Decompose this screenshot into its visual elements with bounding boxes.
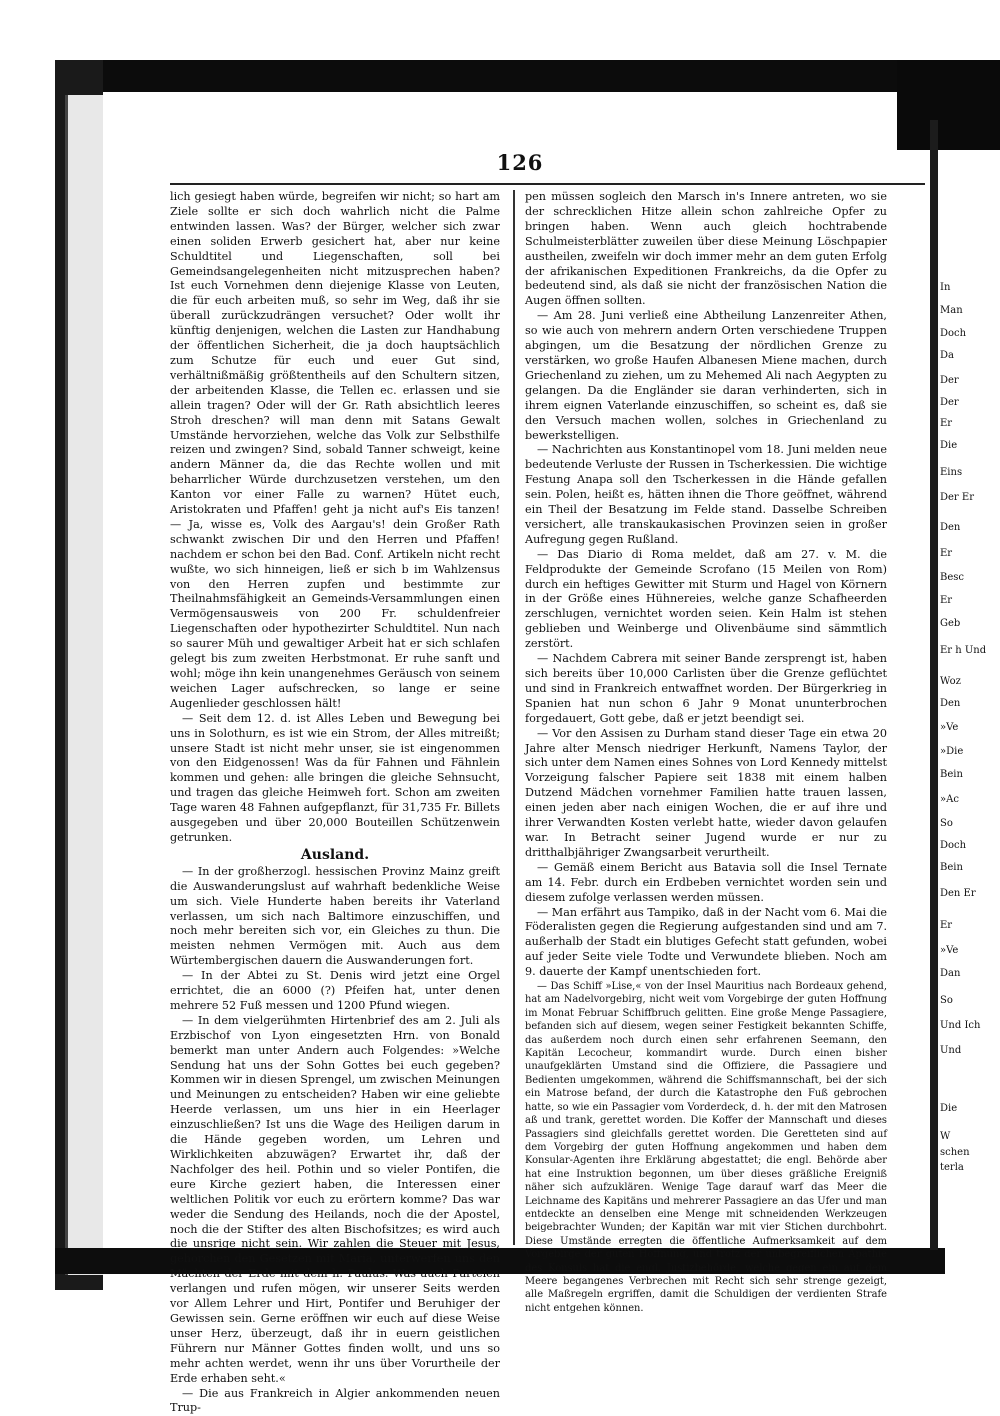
- section-heading: Ausland.: [170, 848, 500, 863]
- paragraph: pen müssen sogleich den Marsch in's Innere antreten, wo sie der schrecklichen Hitze allein schon zahlreiche Opfer zu bringen haben. Wenn auch gleich hochtrabende Schulmeisterblätter zuweilen über diese Meinung Löschpapier austheilen, zweifeln wir doch immer mehr an dem guten Erfolg der afrikanischen Expeditionen Frankreichs, da die Opfer zu bedeutend sind, als daß sie nicht der französischen Nation die Augen öffnen sollten.: [525, 190, 887, 309]
- paragraph: — Man erfährt aus Tampiko, daß in der Nacht vom 6. Mai die Föderalisten gegen die Regierung aufgestanden sind und am 7. außerhalb der Stadt ein blutiges Gefecht statt gefunden, wobei auf jeder Seite viele Todte und Verwundete blieben. Noch am 9. dauerte der Kampf unentschieden fort.: [525, 906, 887, 981]
- margin-fragment: Die: [940, 440, 1000, 451]
- paragraph: — In der Abtei zu St. Denis wird jetzt eine Orgel errichtet, die an 6000 (?) Pfeifen hat, unter denen mehrere 52 Fuß messen und 1200 Pfund wiegen.: [170, 969, 500, 1014]
- margin-fragment: So: [940, 995, 1000, 1006]
- paragraph: — Nachdem Cabrera mit seiner Bande zersprengt ist, haben sich bereits über 10,000 Carlisten über die Grenze geflüchtet und sind in Frankreich entwaffnet worden. Der Bürgerkrieg in Spanien hat nun schon 6 Jahr 9 Monat ununterbrochen forgedauert, Gott gebe, daß er jetzt beendigt sei.: [525, 652, 887, 727]
- margin-fragment: W: [940, 1131, 1000, 1142]
- margin-fragment: Der Er: [940, 492, 1000, 503]
- margin-fragment: Bein: [940, 862, 1000, 873]
- paragraph: — In dem vielgerühmten Hirtenbrief des am 2. Juli als Erzbischof von Lyon eingesetzten Hrn. von Bonald bemerkt man unter Andern auch Folgendes: »Welche Sendung hat uns der Sohn Gottes bei euch gegeben? Kommen wir in diesen Sprengel, um zwischen Meinungen und Meinungen zu entscheiden? Haben wir eine geliebte Heerde verlassen, um uns hier in ein Heerlager einzuschließen? Ist uns die Wage des Heiligen darum in die Hände gegeben worden, um Lehren und Wirklichkeiten abzuwägen? Erwartet ihr, daß der Nachfolger des heil. Pothin und so vieler Pontifen, die eure Kirche geziert haben, die Interessen einer weltlichen Politik vor euch zu erörtern komme? Das war weder die Sendung des Heilands, noch die der Apostel, noch die der Stifter des alten Bischofsitzes; es wird auch die unsrige nicht sein. Wir zahlen die Steuer mit Jesus, gehorchen den Gesetzen mit Maria, unterwerfen uns den Mächten der Erde mit dem h. Paulus. Was auch Parteien verlangen und rufen mögen, wir unserer Seits werden vor Allem Lehrer und Hirt, Pontifer und Beruhiger der Gewissen sein. Gerne eröffnen wir euch auf diese Weise unser Herz, überzeugt, daß ihr in euern geistlichen Führern nur Männer Gottes finden wollt, und uns so mehr achten werdet, wenn ihr uns über Vorurtheile der Erde erhaben seht.«: [170, 1014, 500, 1387]
- margin-fragment: Der: [940, 375, 1000, 386]
- margin-fragment: Den: [940, 698, 1000, 709]
- margin-fragment: Woz: [940, 676, 1000, 687]
- margin-fragment: Bein: [940, 769, 1000, 780]
- paragraph: lich gesiegt haben würde, begreifen wir nicht; so hart am Ziele sollte er sich doch wahrlich nicht die Palme entwinden lassen. Was? der Bürger, welcher sich zwar einen soliden Erwerb gesichert hat, aber nur keine Schuldtitel und Liegenschaften, soll bei Gemeindsangelegenheiten nicht mitzusprechen haben? Ist euch Vornehmen denn diejenige Klasse von Leuten, die für euch arbeiten muß, so sehr im Weg, daß ihr sie überall zurückzudrängen versuchet? Oder wollt ihr künftig denjenigen, welchen die Lasten zur Handhabung der öffentlichen Sicherheit, die ja doch hauptsächlich zum Schutze für euch und euer Gut sind, verhältnißmäßig größtentheils auf den Schultern sitzen, der arbeitenden Klasse, die Tellen ec. erlassen und sie allein tragen? Oder will der Gr. Rath absichtlich leeres Stroh dreschen? will man denn mit Satans Gewalt Umstände hervorziehen, welche das Volk zur Selbsthilfe reizen und zwingen? Sind, sobald Tanner schweigt, keine andern Männer da, die das Rechte wollen und mit beharrlicher Würde durchzusetzen verstehen, um den Kanton vor einer Falle zu warnen? Hütet euch, Aristokraten und Pfaffen! geht ja nicht auf's Eis tanzen! — Ja, wisse es, Volk des Aargau's! dein Großer Rath schwankt zwischen Dir und den Herren und Pfaffen! nachdem er schon bei den Bad. Conf. Artikeln nicht recht wußte, wo sich hinneigen, ließ er sich b im Wahlzensus von den Herren zupfen und bestimmte zur Theilnahmsfähigkeit an Gemeinds-Versammlungen einen Vermögensausweis von 200 Fr. schuldenfreier Liegenschaften oder hypothezirter Schuldtitel. Nun nach so saurer Müh und gewaltiger Arbeit hat er sich schlafen gelegt bis zum zweiten Herbstmonat. Er ruhe sanft und wohl; möge ihn kein unangenehmes Geräusch von seinem weichen Lager aufschrecken, so lange er seine Augenlieder geschlossen hält!: [170, 190, 500, 712]
- margin-fragment: Besc: [940, 572, 1000, 583]
- paragraph: — Die aus Frankreich in Algier ankommenden neuen Trup-: [170, 1387, 500, 1416]
- paragraph: — Nachrichten aus Konstantinopel vom 18. Juni melden neue bedeutende Verluste der Russen in Tscherkessien. Die wichtige Festung Anapa soll den Tscherkessen in die Hände gefallen sein. Polen, heißt es, hätten ihnen die Thore geöffnet, während ein Theil der Besatzung im Felde stand. Dasselbe Schreiben versichert, alle transkaukasischen Provinzen seien in großer Aufregung gegen Rußland.: [525, 443, 887, 547]
- margin-fragment: Dan: [940, 968, 1000, 979]
- margin-fragment: Die: [940, 1103, 1000, 1114]
- margin-fragment: Er: [940, 920, 1000, 931]
- paragraph: — Am 28. Juni verließ eine Abtheilung Lanzenreiter Athen, so wie auch von mehrern andern Orten verschiedene Truppen abgingen, um die Besatzung der nördlichen Grenze zu verstärken, wo große Haufen Albanesen Miene machen, durch Griechenland zu ziehen, um zu Mehemed Ali nach Aegypten zu gelangen. Da die Engländer sie daran verhinderten, sich in ihrem eignen Vaterlande einzuschiffen, so scheint es, daß sie den Versuch machen wollen, solches in Griechenland zu bewerkstelligen.: [525, 309, 887, 443]
- margin-fragment: Er: [940, 548, 1000, 559]
- margin-fragment: Den Er: [940, 888, 1000, 899]
- paragraph-small-print: — Das Schiff »Lise,« von der Insel Mauritius nach Bordeaux gehend, hat am Nadelvorgebirg, nicht weit vom Vorgebirge der guten Hoffnung im Monat Februar Schiffbruch gelitten. Eine große Menge Passagiere, befanden sich auf diesem, wegen seiner Festigkeit bekannten Schiffe, das außerdem noch durch einen sehr erfahrenen Seemann, den Kapitän Lecocheur, kommandirt wurde. Durch einen bisher unaufgeklärten Umstand sind die Offiziere, die Passagiere und Bedienten umgekommen, während die Schiffsmannschaft, bei der sich ein Matrose befand, der durch die Katastrophe den Fuß gebrochen hatte, so wie ein Passagier vom Vorderdeck, d. h. der mit den Matrosen aß und trank, gerettet worden. Die Koffer der Mannschaft und dieses Passagiers sind gleichfalls gerettet worden. Die Geretteten sind auf dem Vorgebirg der guten Hoffnung angekommen und haben dem Konsular-Agenten ihre Erklärung abgestattet; die engl. Behörde aber hat eine Instruktion begonnen, um über dieses gräßliche Ereigniß näher sich aufzuklären. Wenige Tage darauf warf das Meer die Leichname des Kapitäns und mehrerer Passagiere an das Ufer und man entdeckte an denselben eine Menge mit schneidenden Werkzeugen beigebrachter Wunden; der Kapitän war mit vier Stichen durchbohrt. Diese Umstände erregten die öffentliche Aufmerksamkeit auf dem Vorgebirge der guten Hoffnung, und trotz der unbegreiflichen Apathie des Konsuls hat die engl. Justizbehörde, welche gegen ein auf dem Meere begangenes Verbrechen mit Recht sich sehr strenge gezeigt, alle Maßregeln ergriffen, damit die Schuldigen der verdienten Strafe nicht entgehen können.: [525, 980, 887, 1315]
- margin-fragment: In: [940, 282, 1000, 293]
- paragraph: — In der großherzogl. hessischen Provinz Mainz greift die Auswanderungslust auf wahrhaft bedenkliche Weise um sich. Viele Hunderte haben bereits ihr Vaterland verlassen, um sich nach Baltimore einzuschiffen, und noch mehr bereiten sich vor, ein Gleiches zu thun. Die meisten nehmen Vermögen mit. Auch aus dem Würtembergischen dauern die Auswanderungen fort.: [170, 865, 500, 969]
- margin-fragment: Und Ich: [940, 1020, 1000, 1031]
- column-divider: [513, 190, 515, 1245]
- margin-fragment: »Ve: [940, 945, 1000, 956]
- margin-fragment: Er: [940, 595, 1000, 606]
- margin-fragment: Doch: [940, 840, 1000, 851]
- paragraph: — Das Diario di Roma meldet, daß am 27. v. M. die Feldprodukte der Gemeinde Scrofano (15 Meilen von Rom) durch ein heftiges Gewitter mit Sturm und Hagel von Körnern in der Größe eines Hühnereies, welche ganze Schafheerden zerschlugen, vernichtet worden seien. Kein Halm ist stehen geblieben und Weinberge und Olivenbäume sind sämmtlich zerstört.: [525, 548, 887, 652]
- scan-right-block: [897, 60, 1000, 150]
- margin-fragment: Den: [940, 522, 1000, 533]
- scan-top-border: [55, 60, 935, 92]
- header-rule: [170, 183, 925, 185]
- margin-fragment: So: [940, 818, 1000, 829]
- paragraph: — Vor den Assisen zu Durham stand dieser Tage ein etwa 20 Jahre alter Mensch niedriger Herkunft, Namens Taylor, der sich unter dem Namen eines Sohnes von Lord Kennedy mittelst Vorzeigung falscher Papiere seit 1838 mit einem halben Dutzend Mädchen vornehmer Familien hatte trauen lassen, einen jeden aber nach einigen Wochen, die er auf ihre und ihrer Verwandten Kosten verlebt hatte, wieder davon gelaufen war. In Betracht seiner Jugend wurde er nur zu dritthalbjähriger Zwangsarbeit verurtheilt.: [525, 727, 887, 861]
- margin-fragment: Doch: [940, 328, 1000, 339]
- margin-fragment: schen: [940, 1147, 1000, 1158]
- margin-fragment: Da: [940, 350, 1000, 361]
- margin-fragment: Eins: [940, 467, 1000, 478]
- margin-fragment: Er: [940, 418, 1000, 429]
- margin-fragment: Der: [940, 397, 1000, 408]
- right-column: [525, 190, 887, 1315]
- paragraph: — Seit dem 12. d. ist Alles Leben und Bewegung bei uns in Solothurn, es ist wie ein Strom, der Alles mitreißt; unsere Stadt ist nicht mehr unser, sie ist eingenommen von den Eidgenossen! Was da für Fahnen und Fähnlein kommen und gehen: alle bringen die gleiche Sehnsucht, und tragen das gleiche Heimweh fort. Schon am zweiten Tage waren 48 Fahnen aufgepflanzt, für 31,735 Fr. Billets ausgegeben und über 20,000 Bouteillen Schützenwein getrunken.: [170, 712, 500, 846]
- paragraph: — Gemäß einem Bericht aus Batavia soll die Insel Ternate am 14. Febr. durch ein Erdbeben vernichtet worden sein und diesem zufolge verlassen werden müssen.: [525, 861, 887, 906]
- margin-fragment: Er h Und: [940, 645, 1000, 656]
- margin-fragment: terla: [940, 1162, 1000, 1173]
- page-number: 126: [470, 150, 570, 175]
- page-right-edge: [930, 120, 938, 1250]
- margin-fragment: »Ac: [940, 794, 1000, 805]
- margin-fragment: Geb: [940, 618, 1000, 629]
- book-spine: [65, 95, 103, 1275]
- left-column: [170, 190, 500, 1416]
- margin-fragment: Man: [940, 305, 1000, 316]
- margin-fragment: »Die: [940, 746, 1000, 757]
- margin-fragment: »Ve: [940, 722, 1000, 733]
- margin-fragment: Und: [940, 1045, 1000, 1056]
